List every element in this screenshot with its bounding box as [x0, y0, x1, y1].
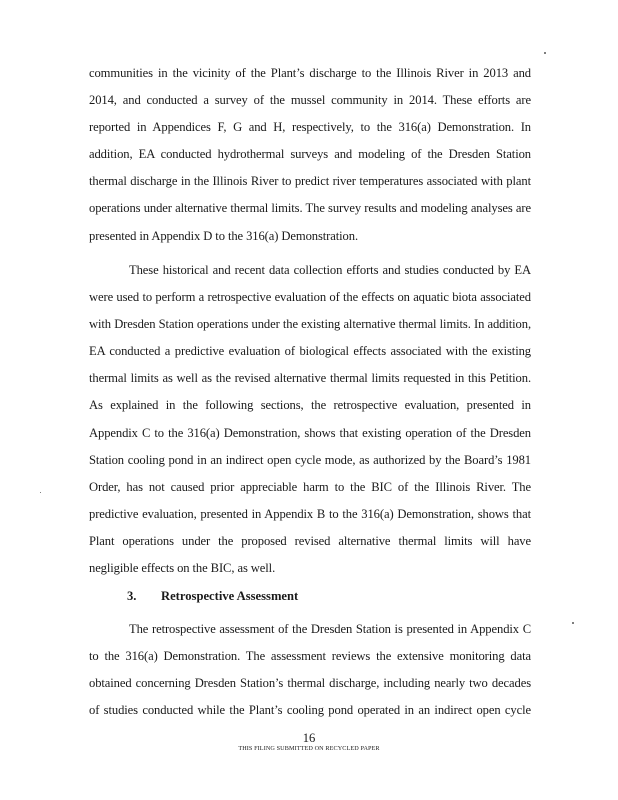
- text-line: obtained concerning Dresden Station’s thermal discharge, including nearly two decades: [89, 676, 531, 691]
- text-line: Appendix C to the 316(a) Demonstration, shows that existing operation of the Dresden: [89, 425, 531, 440]
- text-line: were used to perform a retrospective evaluation of the effects on aquatic biota associated: [89, 290, 531, 305]
- text-line: with Dresden Station operations under the existing alternative thermal limits. In addition,: [89, 317, 531, 332]
- text-line: thermal limits as well as the revised alternative thermal limits requested in this Petition.: [89, 371, 531, 386]
- text-line: communities in the vicinity of the Plant’s discharge to the Illinois River in 2013 and: [89, 66, 531, 80]
- text-line: Order, has not caused prior appreciable harm to the BIC of the Illinois River. The: [89, 479, 531, 494]
- section-heading: [127, 589, 298, 604]
- recycled-paper-note: THIS FILING SUBMITTED ON RECYCLED PAPER: [238, 745, 380, 752]
- text-line: 2014, and conducted a survey of the mussel community in 2014. These efforts are: [89, 93, 531, 108]
- paragraph-retrospective: [89, 616, 531, 724]
- text-line: EA conducted a predictive evaluation of biological effects associated with the existing: [89, 344, 531, 359]
- text-line: reported in Appendices F, G and H, respectively, to the 316(a) Demonstration. In: [89, 120, 531, 135]
- scan-speck: [572, 622, 574, 624]
- text-line: operations under alternative thermal limits. The survey results and modeling analyses are: [89, 201, 531, 216]
- page-number: 16: [302, 731, 316, 745]
- text-line: presented in Appendix D to the 316(a) Demonstration.: [89, 228, 359, 243]
- text-line: predictive evaluation, presented in Appendix B to the 316(a) Demonstration, shows that: [89, 506, 531, 521]
- text-line: Station cooling pond in an indirect open cycle mode, as authorized by the Board’s 1981: [89, 452, 531, 467]
- text-line: As explained in the following sections, the retrospective evaluation, presented in: [89, 398, 531, 413]
- text-line: These historical and recent data collection efforts and studies conducted by EA: [129, 263, 531, 277]
- text-line: thermal discharge in the Illinois River to predict river temperatures associated with plant: [89, 174, 531, 189]
- text-line: negligible effects on the BIC, as well.: [89, 561, 276, 576]
- paragraph-continuation: [89, 60, 531, 250]
- section-title: Retrospective Assessment: [161, 589, 299, 603]
- text-line: addition, EA conducted hydrothermal surveys and modeling of the Dresden Station: [89, 147, 531, 162]
- text-line: The retrospective assessment of the Dresden Station is presented in Appendix C: [129, 622, 531, 636]
- text-line: of studies conducted while the Plant’s cooling pond operated in an indirect open cycle: [89, 703, 531, 718]
- scan-speck: [40, 492, 41, 493]
- scan-speck: [544, 52, 546, 54]
- text-line: to the 316(a) Demonstration. The assessment reviews the extensive monitoring data: [89, 649, 531, 664]
- text-line: Plant operations under the proposed revised alternative thermal limits will have: [89, 533, 531, 548]
- section-number: 3.: [127, 589, 137, 603]
- paragraph-studies: [89, 257, 531, 582]
